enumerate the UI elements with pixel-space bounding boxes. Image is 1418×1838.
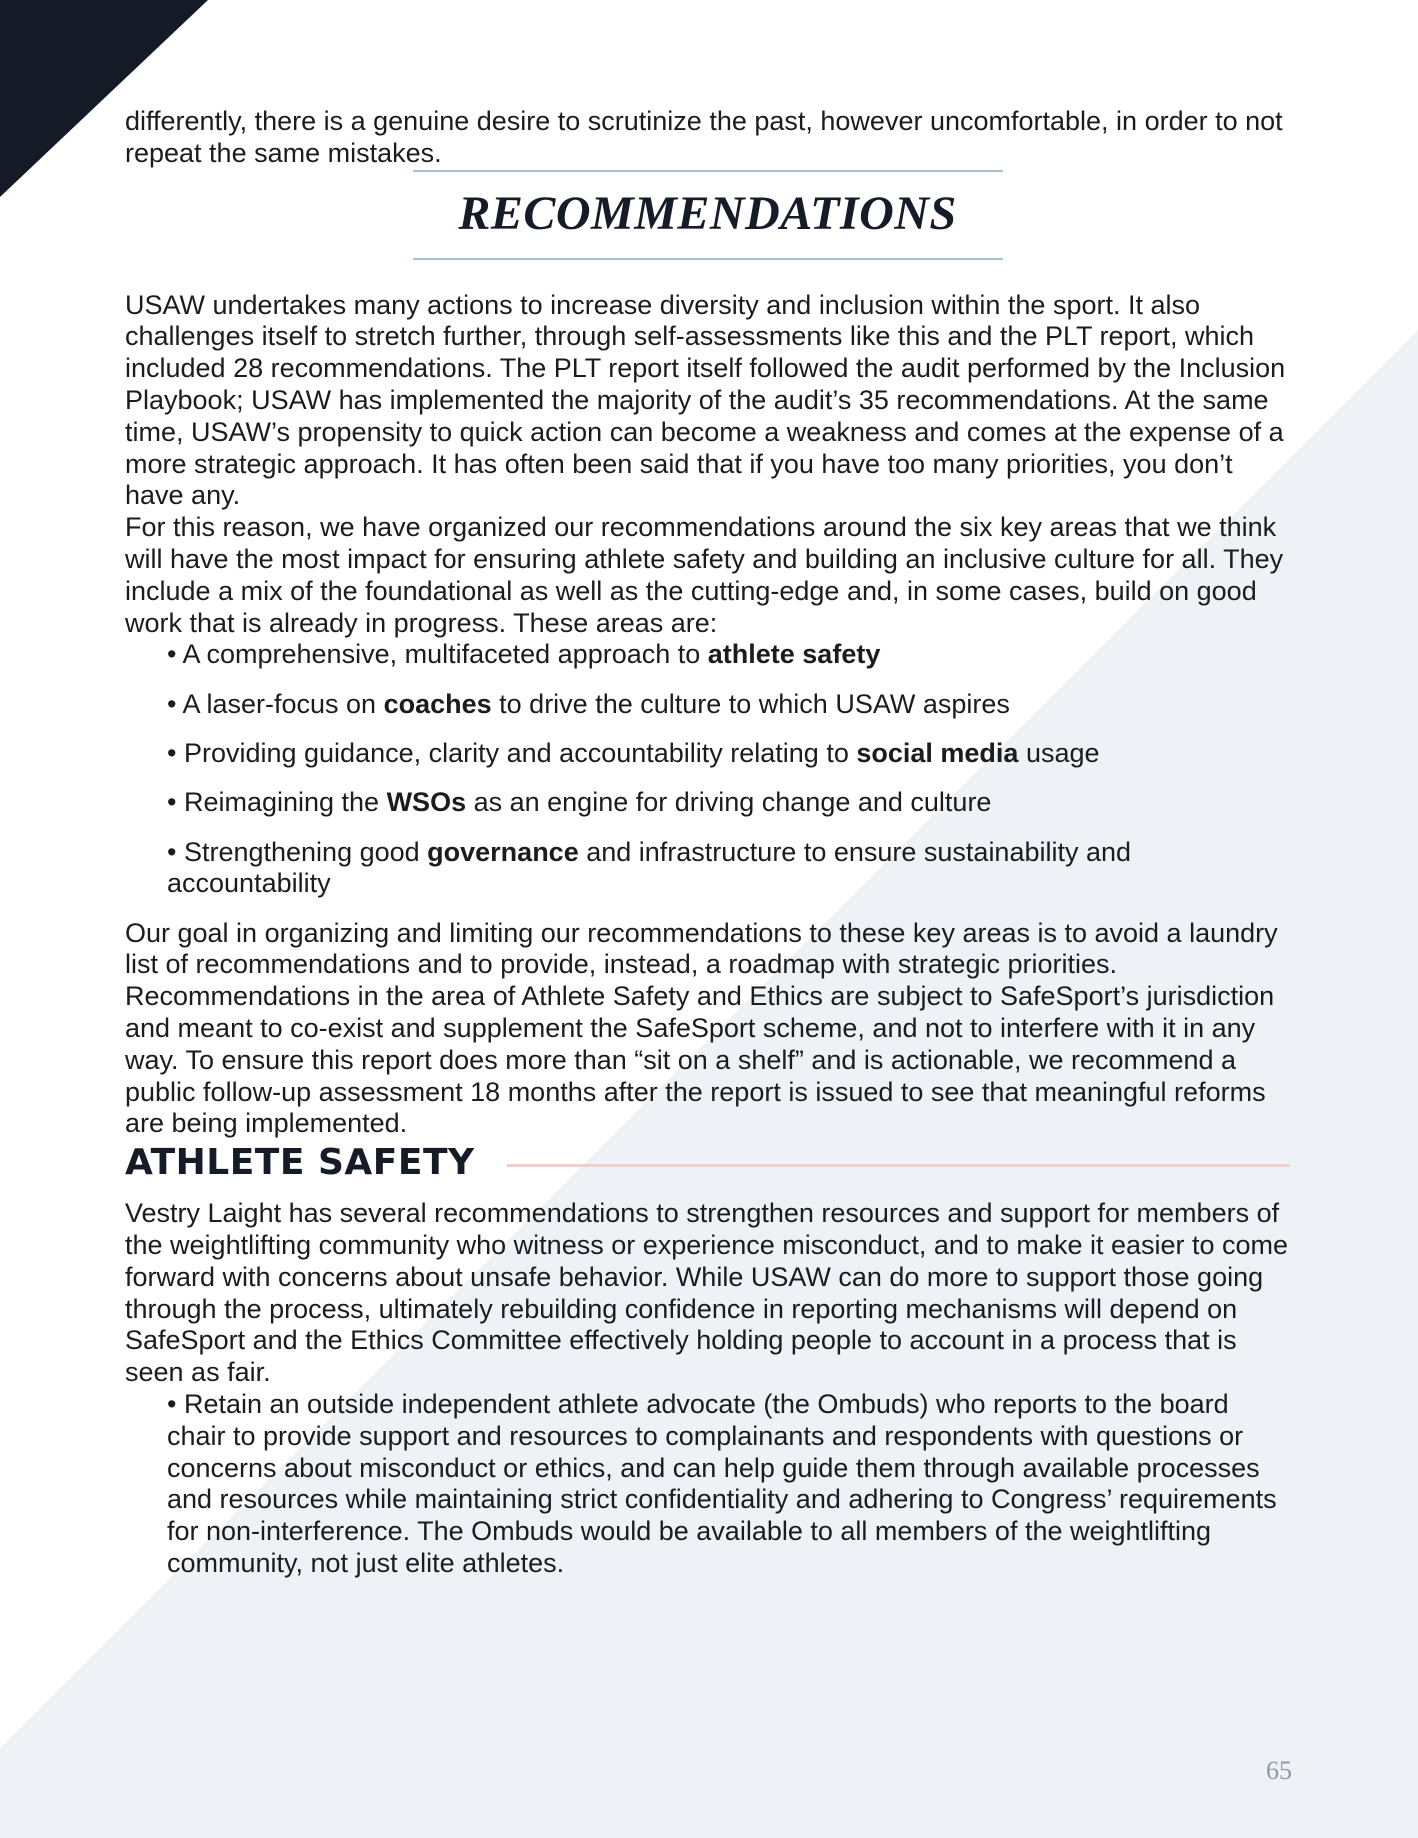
recommendations-heading xyxy=(413,170,1003,260)
key-area-item: • Strengthening good governance and infrastructure to ensure sustainability and accountability xyxy=(167,836,1132,899)
page-number: 65 xyxy=(1266,1756,1292,1785)
recommendations-paragraph-2: For this reason, we have organized our recommendations around the six key areas that we think will have the most impact for ensuring athlete safety and building an inclusive culture for all. They include a mix of the foundational as well as the cutting-edge and, in some cases, build on good work that is already in progress. These areas are: xyxy=(125,512,1284,638)
key-areas-list xyxy=(167,639,1290,900)
key-area-item: • Providing guidance, clarity and accountability relating to social media usage xyxy=(167,737,1100,768)
athlete-safety-heading xyxy=(125,1140,1290,1186)
page-content xyxy=(125,106,1290,1597)
heading-bottom-rule xyxy=(413,258,1003,260)
key-area-item: • A laser-focus on coaches to drive the culture to which USAW aspires xyxy=(167,688,1010,719)
section-title: ATHLETE SAFETY xyxy=(125,1142,475,1184)
athlete-safety-paragraph: Vestry Laight has several recommendations to strengthen resources and support for members of the weightlifting community who witness or experience misconduct, and to make it easier to come forward with concerns about unsafe behavior. While USAW can do more to support those going through the process, ultimately rebuilding confidence in reporting mechanisms will depend on SafeSport and the Ethics Committee effectively holding people to account in a process that is seen as fair. xyxy=(125,1198,1289,1388)
key-area-item: • A comprehensive, multifaceted approach to athlete safety xyxy=(167,639,881,670)
intro-paragraph: differently, there is a genuine desire to scrutinize the past, however uncomfortable, in order to not repeat the same mistakes. xyxy=(125,106,1283,168)
athlete-safety-list xyxy=(167,1389,1290,1580)
athlete-safety-item: • Retain an outside independent athlete advocate (the Ombuds) who reports to the board chair to provide support and resources to complainants and respondents with questions or concerns about misconduct or ethics, and can help guide them through available processes and resources while maintaining strict confidentiality and adhering to Congress’ requirements for non-interference. The Ombuds would be available to all members of the weightlifting community, not just elite athletes. xyxy=(167,1389,1277,1578)
recommendations-paragraph-1: USAW undertakes many actions to increase diversity and inclusion within the sport. It also challenges itself to stretch further, through self-assessments like this and the PLT report, which included 28 recommendations. The PLT report itself followed the audit performed by the Inclusion Playbook; USAW has implemented the majority of the audit’s 35 recommendations. At the same time, USAW’s propensity to quick action can become a weakness and comes at the expense of a more strategic approach. It has often been said that if you have too many priorities, you don’t have any. xyxy=(125,289,1286,511)
section-rule xyxy=(507,1164,1290,1167)
key-area-item: • Reimagining the WSOs as an engine for driving change and culture xyxy=(167,787,992,818)
recommendations-title: RECOMMENDATIONS xyxy=(458,186,957,240)
recommendations-closing-paragraph: Our goal in organizing and limiting our recommendations to these key areas is to avoid a laundry list of recommendations and to provide, instead, a roadmap with strategic priorities. Recommendations in the area of Athlete Safety and Ethics are subject to SafeSport’s jurisdiction and meant to co-exist and supplement the SafeSport scheme, and not to interfere with it in any way. To ensure this report does more than “sit on a shelf” and is actionable, we recommend a public follow-up assessment 18 months after the report is issued to see that meaningful reforms are being implemented. xyxy=(125,917,1278,1139)
